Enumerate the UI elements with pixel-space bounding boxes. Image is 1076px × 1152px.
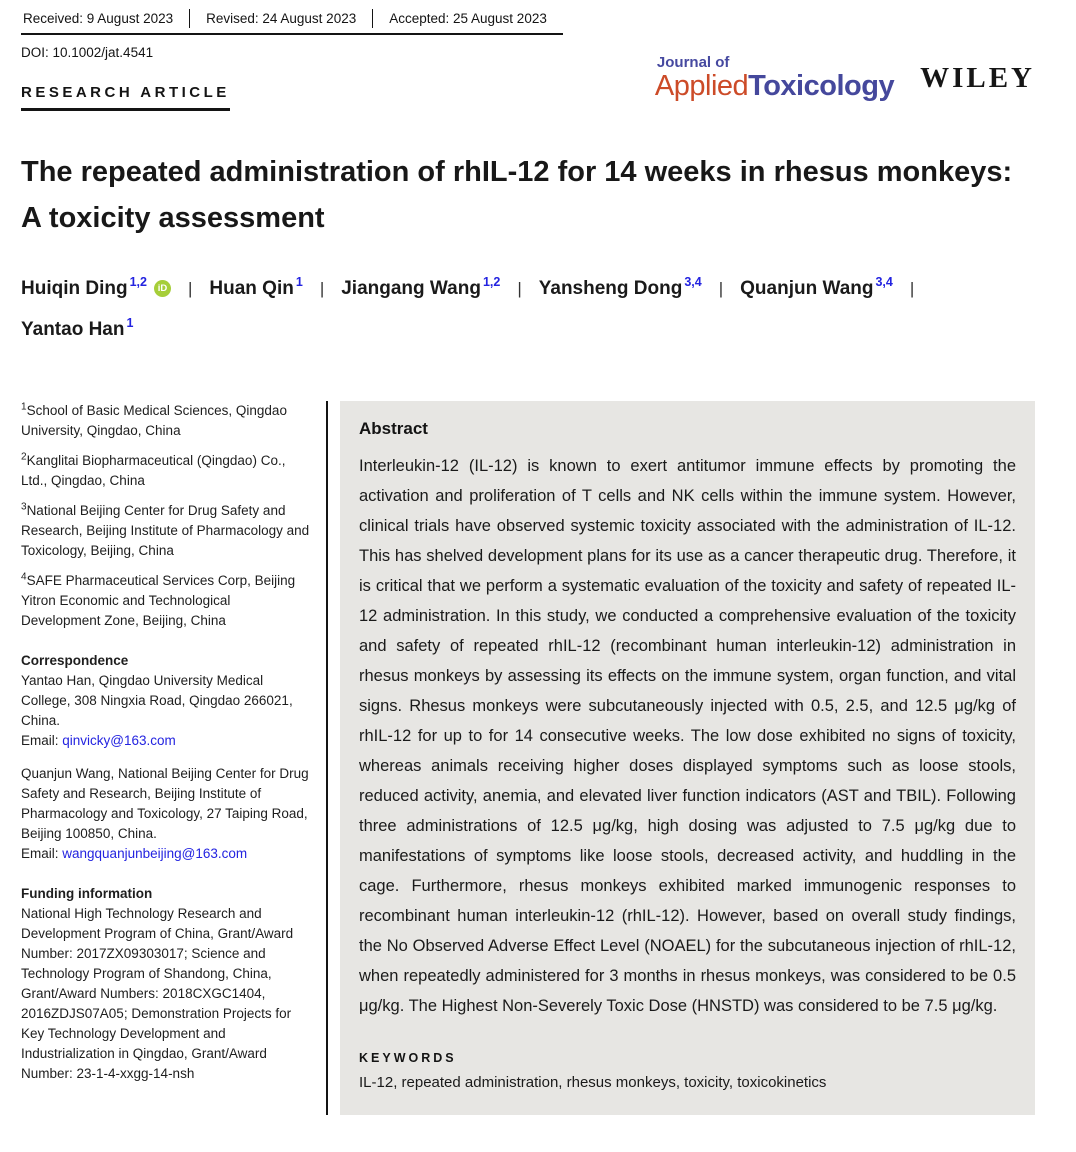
dates-bar: [21, 9, 563, 35]
wiley-logo: WILEY: [920, 61, 1035, 94]
journal-logo: [655, 55, 894, 101]
column-divider-line: [326, 401, 328, 1115]
author-separator: |: [718, 279, 724, 298]
journal-branding: [655, 55, 1035, 101]
author-name: Yansheng Dong $^{3,4}$: [538, 275, 702, 299]
author-affiliation-sup: 1,2: [129, 275, 147, 289]
received-date: Received: 9 August 2023: [23, 11, 174, 26]
article-title: The repeated administration of rhIL-12 for 14 weeks in rhesus monkeys: A toxicity assessment: [21, 156, 1013, 234]
affiliation-number: 2: [21, 451, 27, 463]
correspondence-heading: Correspondence: [21, 653, 129, 668]
article-type-label: RESEARCH ARTICLE: [21, 84, 230, 111]
affiliation-number: 4: [21, 571, 27, 583]
affiliation: $^1$School of Basic Medical Sciences, Qingdao University, Qingdao, China: [21, 401, 287, 438]
affiliations-section: [21, 401, 313, 631]
author-name: Huan Qin $^1$: [209, 275, 303, 299]
affiliation: $^4$SAFE Pharmaceutical Services Corp, Beijing Yitron Economic and Technological Development Zone, Beijing, China: [21, 571, 296, 628]
author-name: Quanjun Wang $^{3,4}$: [740, 275, 893, 299]
correspondence-section: [21, 651, 313, 864]
author-affiliation-sup: 1,2: [482, 275, 501, 289]
funding-heading: Funding information: [21, 886, 153, 901]
correspondence-entry: Yantao Han, Qingdao University Medical College, 308 Ningxia Road, Qingdao 266021, China. Email: qinvicky@163.com: [21, 673, 293, 748]
funding-text: National High Technology Research and Development Program of China, Grant/Award Number: 2017ZX09303017; Science and Technology Program of Shandong, China, Grant/Award Numbers: 2018CXGC1404, 2016ZDJS07A05; Demonstration Projects for Key Technology Development and Industrialization in Qingdao, Grant/Award Number: 23-1-4-xxgg-14-nsh: [21, 906, 294, 1081]
author-separator: |: [187, 279, 193, 298]
author-name: Huiqin Ding $^{1,2}$ iD: [21, 269, 171, 310]
author-affiliation-sup: 1: [126, 316, 134, 330]
author-separator: |: [909, 279, 915, 298]
author-name: Jiangang Wang $^{1,2}$: [341, 275, 501, 299]
author-separator: |: [319, 279, 325, 298]
author-affiliation-sup: 3,4: [875, 275, 893, 289]
journal-logo-title: [655, 72, 894, 101]
authors-row: [21, 269, 1035, 351]
author-affiliation-sup: 3,4: [684, 275, 702, 289]
affiliation: $^2$Kanglitai Biopharmaceutical (Qingdao) Co., Ltd., Qingdao, China: [21, 451, 286, 488]
author-affiliation-sup: 1: [295, 275, 303, 289]
orcid-icon[interactable]: iD: [154, 280, 171, 297]
affiliation-number: 3: [21, 501, 27, 513]
author-name: Yantao Han $^1$: [21, 316, 134, 340]
sidebar: [21, 401, 313, 1115]
content-columns: [21, 401, 1035, 1115]
affiliation: $^3$National Beijing Center for Drug Safety and Research, Beijing Institute of Pharmacology and Toxicology, Beijing, China: [21, 501, 310, 558]
correspondence-entries: [21, 671, 313, 864]
accepted-date: Accepted: 25 August 2023: [372, 9, 563, 28]
keywords-text: IL-12, repeated administration, rhesus monkeys, toxicity, toxicokinetics: [359, 1074, 827, 1091]
revised-date: Revised: 24 August 2023: [189, 9, 372, 28]
affiliation-number: 1: [21, 401, 27, 413]
abstract-box: [340, 401, 1035, 1115]
author-separator: |: [517, 279, 522, 298]
email-link[interactable]: wangquanjunbeijing@163.com: [62, 846, 248, 861]
journal-logo-journal-of: Journal of: [656, 54, 730, 71]
abstract-heading: Abstract: [359, 419, 428, 438]
correspondence-entry: Quanjun Wang, National Beijing Center for Drug Safety and Research, Beijing Institute of Pharmacology and Toxicology, 27 Taiping Road, Beijing 100850, China. Email: wangquanjunbeijing@163.com: [21, 766, 309, 861]
journal-logo-applied: Applied: [654, 70, 749, 102]
keywords-heading: KEYWORDS: [359, 1051, 457, 1065]
funding-section: [21, 884, 313, 1084]
abstract-text: Interleukin-12 (IL-12) is known to exert antitumor immune effects by promoting the activation and proliferation of T cells and NK cells within the immune system. However, clinical trials have observed systemic toxicity associated with the administration of IL-12. This has shelved development plans for its use as a cancer therapeutic drug. Therefore, it is critical that we perform a systematic evaluation of the toxicity and safety of repeated IL-12 administration. In this study, we conducted a comprehensive evaluation of the toxicity and safety of repeated rhIL-12 (recombinant human interleukin-12) administration in rhesus monkeys by assessing its effects on the immune system, organ function, and vital signs. Rhesus monkeys were subcutaneously injected with 0.5, 2.5, and 12.5 μg/kg of rhIL-12 for up to for 14 consecutive weeks. The low dose exhibited no signs of toxicity, whereas animals receiving higher doses displayed symptoms such as loose stools, reduced activity, anemia, and elevated liver function indicators (AST and TBIL). Following three administrations of 12.5 μg/kg, high dosing was adjusted to 7.5 μg/kg due to manifestations of symptoms like loose stools, decreased activity, and huddling in the cage. Furthermore, rhesus monkeys exhibited marked immunogenic responses to recombinant human interleukin-12 (rhIL-12). However, based on overall study findings, the No Observed Adverse Effect Level (NOAEL) for the subcutaneous injection of rhIL-12, when repeatedly administered for 3 months in rhesus monkeys, was considered to be 0.5 μg/kg. The Highest Non-Severely Toxic Dose (HNSTD) was considered to be 7.5 μg/kg.: [359, 457, 1016, 1015]
journal-logo-toxicology: Toxicology: [748, 70, 895, 102]
doi: DOI: 10.1002/jat.4541: [21, 45, 154, 60]
email-link[interactable]: qinvicky@163.com: [62, 733, 176, 748]
